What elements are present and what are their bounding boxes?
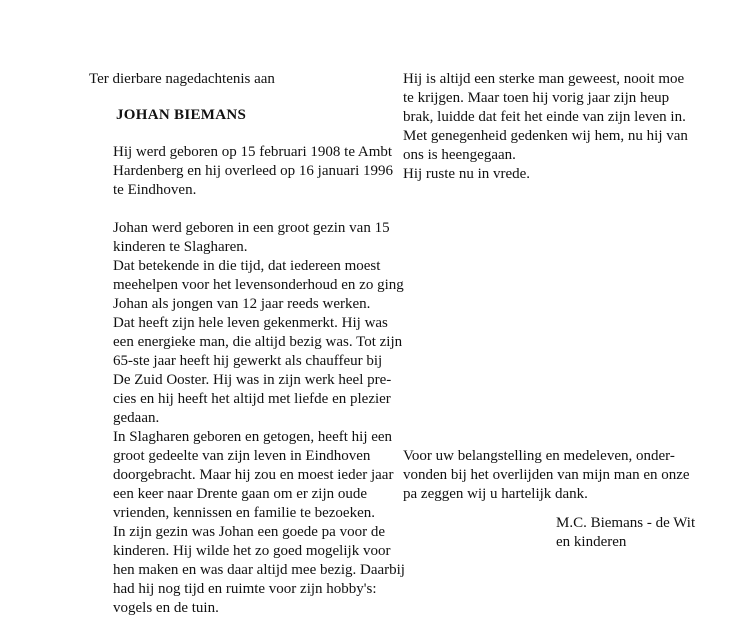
birth-paragraph	[113, 143, 394, 200]
text-line: 65-ste jaar heeft hij gewerkt als chauffeur bij	[113, 353, 383, 369]
dedication-line: Ter dierbare nagedachtenis aan	[89, 71, 275, 87]
text-line: brak, luidde dat feit het einde van zijn leven in.	[403, 109, 686, 125]
text-line: cies en hij heeft het altijd met liefde en plezier	[113, 391, 391, 407]
text-line: Dat heeft zijn hele leven gekenmerkt. Hij was	[113, 315, 388, 331]
text-line: een keer naar Drente gaan om er zijn oude	[113, 486, 368, 502]
text-line: vonden bij het overlijden van mijn man en onze	[403, 467, 690, 483]
paragraph-gap	[113, 200, 363, 219]
text-line: Met genegenheid gedenken wij hem, nu hij van	[403, 128, 688, 144]
text-line: te krijgen. Maar toen hij vorig jaar zijn heup	[403, 90, 670, 106]
text-line: Voor uw belangstelling en medeleven, onder-	[403, 448, 675, 464]
text-line: vrienden, kennissen en familie te bezoeken.	[113, 505, 375, 521]
text-line: kinderen te Slagharen.	[113, 239, 248, 255]
text-line: had hij nog tijd en ruimte voor zijn hobby's:	[113, 581, 377, 597]
thanks-paragraph	[403, 447, 690, 504]
text-line: Hij is altijd een sterke man geweest, nooit moe	[403, 71, 685, 87]
text-line: vogels en de tuin.	[113, 600, 219, 616]
text-line: kinderen. Hij wilde het zo goed mogelijk voor	[113, 543, 391, 559]
text-line: hen maken en was daar altijd mee bezig. Daarbij	[113, 562, 405, 578]
text-line: een energieke man, die altijd bezig was. Tot zijn	[113, 334, 403, 350]
right-column	[403, 70, 688, 184]
signature-block	[556, 514, 695, 552]
left-column	[89, 70, 405, 618]
text-line: Hij werd geboren op 15 februari 1908 te Ambt	[113, 144, 393, 160]
text-line: te Eindhoven.	[113, 182, 197, 198]
text-line: Dat betekende in die tijd, dat iedereen moest	[113, 258, 381, 274]
text-line: groot gedeelte van zijn leven in Eindhoven	[113, 448, 371, 464]
text-line: ons is heengegaan.	[403, 147, 516, 163]
deceased-name: JOHAN BIEMANS	[116, 107, 247, 123]
text-line: doorgebracht. Maar hij zou en moest ieder jaar	[113, 467, 394, 483]
text-line: In Slagharen geboren en getogen, heeft hij een	[113, 429, 393, 445]
life-paragraph	[113, 219, 405, 618]
text-line: Hij ruste nu in vrede.	[403, 166, 531, 182]
text-line: Johan werd geboren in een groot gezin van 15	[113, 220, 390, 236]
text-line: Hardenberg en hij overleed op 16 januari 1996	[113, 163, 394, 179]
text-line: In zijn gezin was Johan een goede pa voor de	[113, 524, 385, 540]
signature-name: M.C. Biemans - de Wit	[556, 515, 696, 531]
text-line: gedaan.	[113, 410, 160, 426]
text-line: pa zeggen wij u hartelijk dank.	[403, 486, 588, 502]
signature-family: en kinderen	[556, 534, 627, 550]
text-line: De Zuid Ooster. Hij was in zijn werk heel pre-	[113, 372, 392, 388]
text-line: meehelpen voor het levensonderhoud en zo ging	[113, 277, 404, 293]
text-line: Johan als jongen van 12 jaar reeds werken.	[113, 296, 371, 312]
